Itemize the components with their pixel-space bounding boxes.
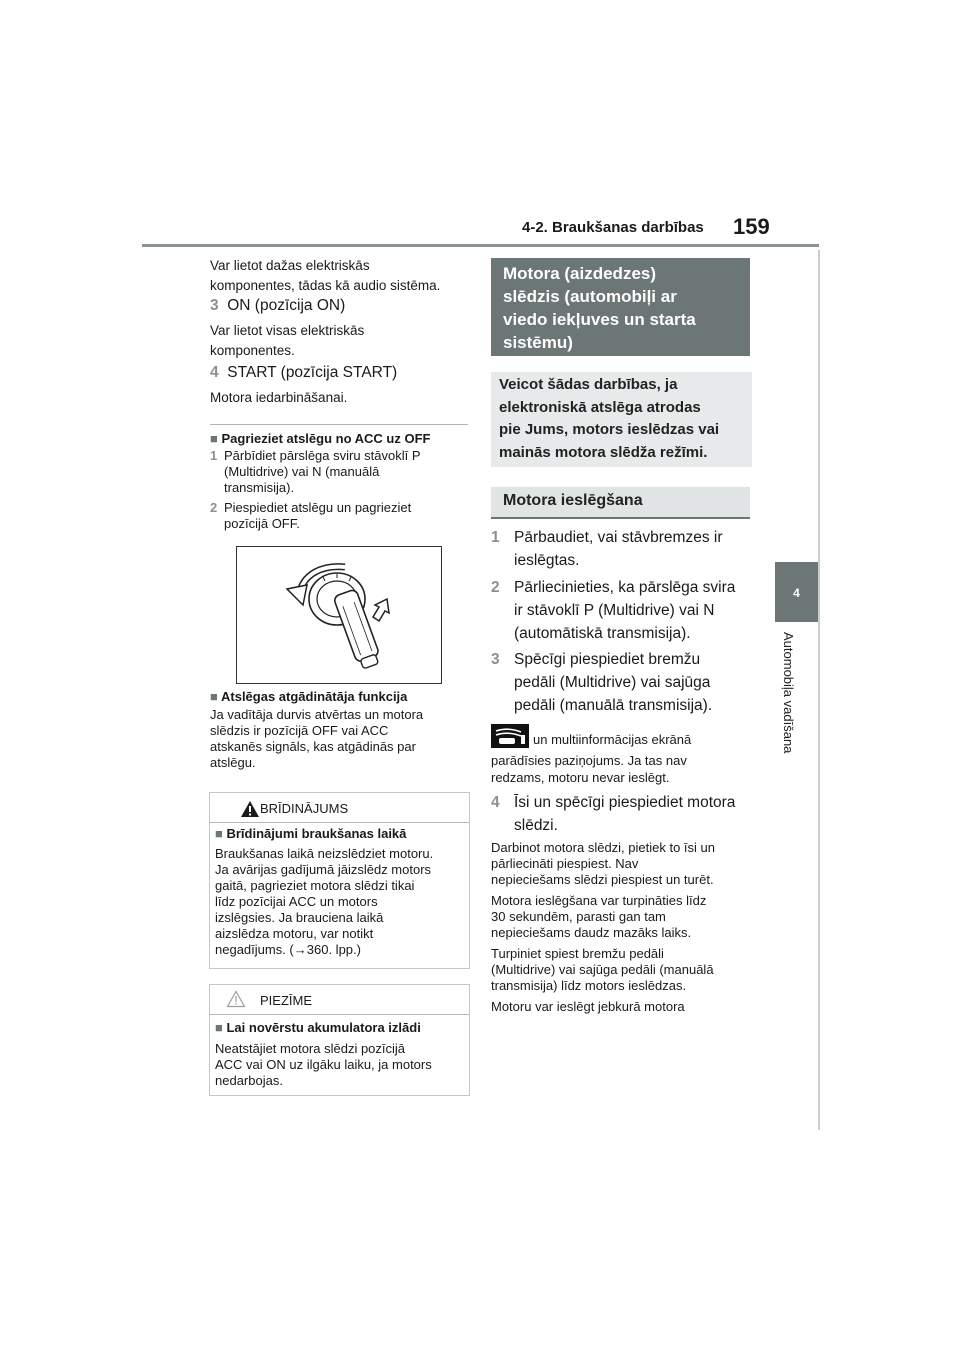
step-text: pedāli (Multidrive) vai sajūga bbox=[514, 674, 711, 691]
list-item-text: Pārbīdiet pārslēga sviru stāvoklī P bbox=[224, 448, 421, 463]
caution-triangle-outline-icon bbox=[226, 990, 246, 1008]
note-heading: ■ Lai novērstu akumulatora izlādi bbox=[215, 1020, 421, 1035]
step-number: 4 bbox=[210, 364, 219, 381]
step-desc: Motora iedarbināšanai. bbox=[210, 390, 348, 405]
warning-line: izslēgsies. Ja brauciena laikā bbox=[215, 910, 384, 925]
step-label: START (pozīcija START) bbox=[227, 364, 398, 381]
header-rule bbox=[142, 244, 819, 247]
warning-title: BRĪDINĀJUMS bbox=[260, 801, 349, 816]
note-title: PIEZĪME bbox=[260, 993, 313, 1008]
paragraph-line: Turpiniet spiest bremžu pedāli bbox=[491, 946, 664, 961]
paragraph-line: (Multidrive) vai sajūga pedāli (manuālā bbox=[491, 962, 714, 977]
paragraph-line: atslēgu. bbox=[210, 755, 256, 770]
note-line: Neatstājiet motora slēdzi pozīcijā bbox=[215, 1041, 406, 1056]
chapter-number: 4 bbox=[793, 586, 800, 600]
warning-box bbox=[209, 792, 470, 969]
chapter-title: Automobiļa vadīšana bbox=[781, 632, 796, 754]
ignition-key-figure bbox=[236, 546, 442, 684]
paragraph-line: Darbinot motora slēdzi, pietiek to īsi un bbox=[491, 840, 715, 855]
list-item-text: transmisija). bbox=[224, 480, 295, 495]
paragraph-line: redzams, motoru nevar ieslēgt. bbox=[491, 770, 670, 785]
list-item-text: pozīcijā OFF. bbox=[224, 516, 300, 531]
warning-line: gaitā, pagrieziet motora slēdzi tikai bbox=[215, 878, 415, 893]
subsection-heading: ■ Pagrieziet atslēgu no ACC uz OFF bbox=[210, 431, 431, 446]
paragraph-line: 30 sekundēm, parasti gan tam bbox=[491, 909, 666, 924]
intro-line: komponentes, tādas kā audio sistēma. bbox=[210, 278, 441, 293]
divider bbox=[210, 424, 468, 425]
intro-box: Veicot šādas darbības, ja elektroniskā atslēga atrodas pie Jums, motors ieslēdzas vai mainās motora slēdža režīmi. bbox=[491, 372, 752, 467]
step-text: (automātiskā transmisija). bbox=[514, 625, 691, 642]
step-label: ON (pozīcija ON) bbox=[227, 297, 346, 314]
step-text: slēdzi. bbox=[514, 817, 558, 834]
warning-line: līdz pozīcijai ACC un motors bbox=[215, 894, 378, 909]
step-desc: komponentes. bbox=[210, 343, 295, 358]
step-number: 3 bbox=[210, 297, 219, 314]
list-item-text: (Multidrive) vai N (manuālā bbox=[224, 464, 380, 479]
box-divider bbox=[210, 822, 469, 823]
section-heading: Motora (aizdedzes) slēdzis (automobiļi ar viedo iekļuves un starta sistēmu) bbox=[491, 258, 750, 356]
step-number: 2 bbox=[491, 579, 500, 596]
paragraph-line: nepieciešams slēdzi piespiest un turēt. bbox=[491, 872, 714, 887]
warning-triangle-icon bbox=[240, 800, 260, 818]
step-text: Pārliecinieties, ka pārslēga svira bbox=[514, 579, 736, 596]
warning-line: Braukšanas laikā neizslēdziet motoru. bbox=[215, 846, 434, 861]
list-item-text: Piespiediet atslēgu un pagrieziet bbox=[224, 500, 412, 515]
intro-line: Var lietot dažas elektriskās bbox=[210, 258, 370, 273]
step-text: Īsi un spēcīgi piespiediet motora bbox=[514, 794, 736, 811]
list-item: 2 bbox=[210, 500, 218, 515]
paragraph-line: Motora ieslēgšana var turpināties līdz bbox=[491, 893, 707, 908]
indicator-text: un multiinformācijas ekrānā bbox=[533, 732, 692, 747]
box-divider bbox=[210, 1014, 469, 1015]
paragraph-line: parādīsies paziņojums. Ja tas nav bbox=[491, 753, 687, 768]
step-text: ir stāvoklī P (Multidrive) vai N bbox=[514, 602, 715, 619]
warning-heading: ■ Brīdinājumi braukšanas laikā bbox=[215, 826, 407, 841]
step-number: 4 bbox=[491, 794, 500, 811]
smart-key-indicator-icon bbox=[491, 724, 529, 748]
note-box bbox=[209, 984, 470, 1096]
page-number: 159 bbox=[733, 214, 770, 239]
note-line: ACC vai ON uz ilgāku laiku, ja motors bbox=[215, 1057, 432, 1072]
warning-line: negadījums. (→360. lpp.) bbox=[215, 942, 361, 957]
paragraph-line: pārliecināti piespiest. Nav bbox=[491, 856, 639, 871]
paragraph-line: nepieciešams daudz mazāks laiks. bbox=[491, 925, 692, 940]
paragraph-line: slēdzis ir pozīcijā OFF vai ACC bbox=[210, 723, 389, 738]
sub-heading: Motora ieslēgšana bbox=[491, 487, 750, 517]
section-title: 4-2. Braukšanas darbības bbox=[522, 219, 704, 236]
paragraph-line: atskanēs signāls, kas atgādinās par bbox=[210, 739, 416, 754]
step-3 bbox=[210, 297, 345, 315]
paragraph-line: Motoru var ieslēgt jebkurā motora bbox=[491, 999, 685, 1014]
list-item: 1 bbox=[210, 448, 218, 463]
chapter-tab bbox=[775, 562, 818, 622]
paragraph-line: Ja vadītāja durvis atvērtas un motora bbox=[210, 707, 424, 722]
note-line: nedarbojas. bbox=[215, 1073, 283, 1088]
step-text: pedāli (manuālā transmisija). bbox=[514, 697, 713, 714]
step-number: 1 bbox=[491, 529, 500, 546]
paragraph-line: transmisija) līdz motors ieslēdzas. bbox=[491, 978, 687, 993]
step-number: 3 bbox=[491, 651, 500, 668]
warning-line: aizslēdza motoru, var notikt bbox=[215, 926, 374, 941]
step-text: Pārbaudiet, vai stāvbremzes ir bbox=[514, 529, 723, 546]
step-text: Spēcīgi piespiediet bremžu bbox=[514, 651, 701, 668]
ignition-key-icon bbox=[237, 547, 441, 683]
step-text: ieslēgtas. bbox=[514, 552, 580, 569]
step-desc: Var lietot visas elektriskās bbox=[210, 323, 365, 338]
sub-heading-rule bbox=[491, 517, 750, 519]
warning-line: Ja avārijas gadījumā jāizslēdz motors bbox=[215, 862, 432, 877]
subsection-heading: ■ Atslēgas atgādinātāja funkcija bbox=[210, 689, 408, 704]
step-4 bbox=[210, 364, 397, 382]
side-rule bbox=[818, 250, 820, 1130]
